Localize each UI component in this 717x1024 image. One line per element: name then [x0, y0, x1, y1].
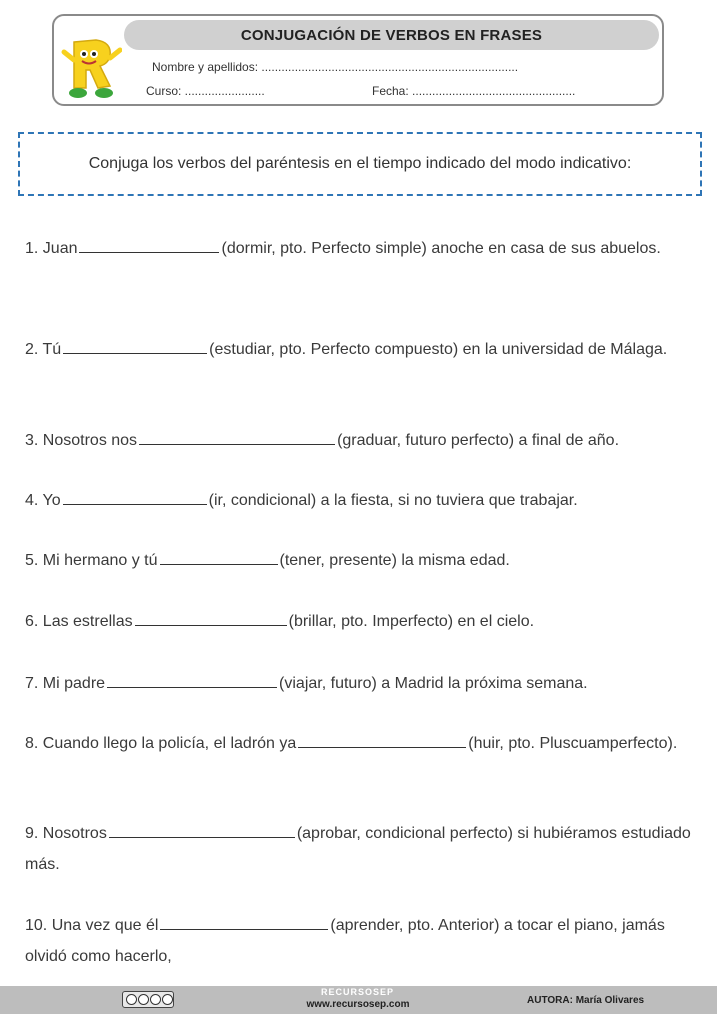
exercise-item: [25, 818, 695, 880]
exercise-suffix: (brillar, pto. Imperfecto) en el cielo.: [288, 613, 535, 630]
exercise-item: [25, 233, 695, 264]
exercise-item: [25, 545, 695, 576]
exercise-suffix: (graduar, futuro perfecto) a final de año.: [337, 432, 620, 449]
exercise-suffix: (tener, presente) la misma edad.: [279, 552, 510, 569]
exercise-suffix: (huir, pto. Pluscuamperfecto).: [468, 735, 678, 752]
exercise-prefix: 9. Nosotros: [25, 825, 107, 842]
exercise-suffix: (dormir, pto. Perfecto simple) anoche en casa de sus abuelos.: [221, 240, 661, 257]
exercise-item: [25, 425, 695, 456]
exercise-suffix: (ir, condicional) a la fiesta, si no tuviera que trabajar.: [208, 492, 578, 509]
footer-website[interactable]: www.recursosep.com: [306, 999, 410, 1010]
letter-r-mascot-icon: [60, 30, 122, 100]
exercise-item: [25, 728, 695, 759]
exercise-suffix: (aprobar, condicional perfecto) si hubiéramos estudiado más.: [25, 825, 691, 873]
exercise-item: [25, 910, 695, 972]
exercise-item: [25, 606, 695, 637]
exercise-prefix: 8. Cuando llego la policía, el ladrón ya: [25, 735, 297, 752]
course-field[interactable]: Curso: ........................: [146, 84, 265, 98]
exercise-prefix: 6. Las estrellas: [25, 613, 133, 630]
exercise-suffix: (aprender, pto. Anterior) a tocar el piano, jamás olvidó como hacerlo,: [25, 917, 665, 965]
exercise-prefix: 2. Tú: [25, 341, 62, 358]
exercise-item: [25, 668, 695, 699]
instruction-box: [18, 132, 702, 196]
instruction-text: Conjuga los verbos del paréntesis en el tiempo indicado del modo indicativo:: [88, 155, 632, 172]
footer-author: AUTORA: María Olivares: [527, 995, 645, 1006]
answer-blank[interactable]: [107, 669, 277, 688]
answer-blank[interactable]: [63, 486, 207, 505]
answer-blank[interactable]: [79, 234, 219, 253]
answer-blank[interactable]: [298, 729, 466, 748]
exercise-item: [25, 485, 695, 516]
exercise-prefix: 3. Nosotros nos: [25, 432, 138, 449]
answer-blank[interactable]: [160, 911, 328, 930]
creative-commons-icon: [122, 991, 174, 1008]
exercise-prefix: 4. Yo: [25, 492, 61, 509]
exercise-suffix: (viajar, futuro) a Madrid la próxima semana.: [279, 675, 588, 692]
answer-blank[interactable]: [63, 335, 207, 354]
header-box: [52, 14, 664, 106]
footer-bar: [0, 986, 717, 1014]
exercise-prefix: 7. Mi padre: [25, 675, 106, 692]
answer-blank[interactable]: [135, 607, 287, 626]
worksheet-title: CONJUGACIÓN DE VERBOS EN FRASES: [124, 20, 659, 50]
name-field[interactable]: Nombre y apellidos: .............................................................................: [152, 60, 519, 74]
exercise-suffix: (estudiar, pto. Perfecto compuesto) en la universidad de Málaga.: [209, 341, 668, 358]
exercise-prefix: 5. Mi hermano y tú: [25, 552, 158, 569]
exercise-item: [25, 334, 695, 365]
footer-brand: RECURSOSEP: [320, 987, 394, 997]
answer-blank[interactable]: [139, 426, 335, 445]
exercise-prefix: 1. Juan: [25, 240, 78, 257]
exercise-prefix: 10. Una vez que él: [25, 917, 159, 934]
answer-blank[interactable]: [109, 819, 295, 838]
date-field[interactable]: Fecha: .................................................: [372, 84, 576, 98]
answer-blank[interactable]: [160, 546, 278, 565]
